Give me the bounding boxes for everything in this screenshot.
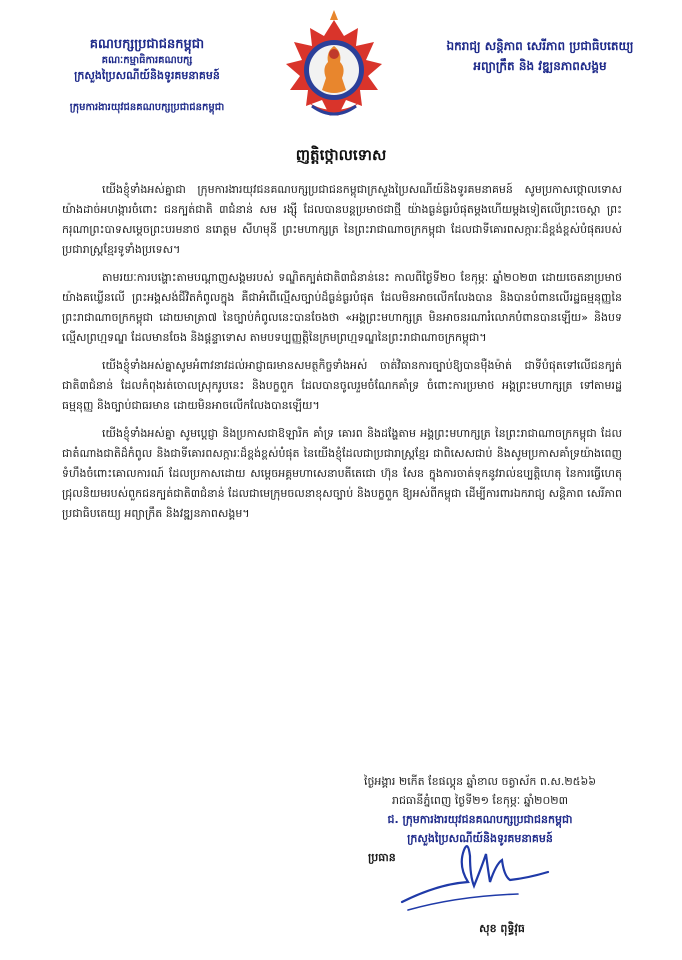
youth-group-name: ក្រុមការងារយុវជនគណបក្សប្រជាជនកម្ពុជា: [69, 102, 225, 113]
signer-role: ប្រធាន: [368, 851, 396, 864]
document-body: [62, 180, 622, 532]
national-motto-line1: ឯករាជ្យ សន្តិភាព សេរីភាព ប្រជាធិបតេយ្យ: [446, 39, 634, 53]
header-right: [430, 36, 650, 76]
paragraph-4: យើងខ្ញុំទាំងអស់គ្នា សូមប្តេជ្ញា និងប្រកាសជាឱឡារិក គាំទ្រ គោរព និងដង្ហែតាម អង្គព្រះមហាក្សត្រ នៃព្រះរាជាណាចក្រកម្ពុជា ដែលជាតំណាងជាតិដ៏កំពូល និងជាទីគោរពសក្ការៈដ៏ខ្ពង់ខ្ពស់បំផុត នៃយើងខ្ញុំដែលជាប្រជារាស្ត្រខ្មែរ ជាពិសេសជាប់ និងសូមប្រកាសគាំទ្រយ៉ាងពេញទំហឹងចំពោះគោលការណ៍ ដែលប្រកាសដោយ សម្តេចអគ្គមហាសេនាបតីតេជោ ហ៊ុន សែន ក្នុងការចាត់ទុកនូវរាល់ឧប្បត្តិហេតុ នៃការធ្វើហេតុជ្រុលនិយមរបស់ពួកជនក្បត់ជាតិ៣ជំនាន់ ដែលជាមេក្រុមចលនាខុសច្បាប់ និងបក្ខពួក ឱ្យអស់ពីកម្ពុជា ដើម្បីការពារឯករាជ្យ សន្តិភាព សេរីភាព ប្រជាធិបតេយ្យ អព្យាក្រឹត និងវឌ្ឍនភាពសង្គម។: [62, 427, 622, 520]
ministry-name: ក្រសួងប្រៃសណីយ៍និងទូរគមនាគមន៍: [74, 69, 220, 82]
solar-date: រាជធានីភ្នំពេញ ថ្ងៃទី២១ ខែកុម្ភៈ ឆ្នាំ២០២៣: [391, 794, 569, 807]
header-left: [52, 36, 242, 115]
signing-org-line2: ក្រសួងប្រៃសណីយ៍និងទូរគមនាគមន៍: [407, 832, 553, 845]
national-motto-line2: អព្យាក្រឹត និង វឌ្ឍនភាពសង្គម: [473, 59, 607, 73]
paragraph-2: តាមរយៈការបង្ហោះតាមបណ្តាញសង្គមរបស់ ទណ្ឌិតក្បត់ជាតិ៣ជំនាន់នេះ កាលពីថ្ងៃទី២០ ខែកុម្ភៈ ឆ្នាំ២០២៣ ដោយចេតនាប្រមាថយ៉ាងគឃ្លើនលើ ព្រះអង្គសង់ជីវិតកំពូលក្នុង គឺជាអំពើល្មើសច្បាប់ដ៏ធ្ងន់ធ្ងរបំផុត ដែលមិនអាចលើកលែងបាន និងបានបំពានលើរដ្ឋធម្មនុញ្ញនៃព្រះរាជាណាចក្រកម្ពុជា ដោយមាត្រា៧ នៃច្បាប់កំពូលនេះបានចែងថា «អង្គព្រះមហាក្សត្រ មិនអាចនរណារំលោភបំពានបានឡើយ» និងបទល្មើសព្រហ្មទណ្ឌ ដែលមានចែង និងផ្តន្ទាទោស តាមបទប្បញ្ញត្តិនៃក្រមព្រហ្មទណ្ឌនៃព្រះរាជាណាចក្រកម្ពុជា។: [62, 271, 622, 344]
party-committee: គណៈកម្មាធិការគណបក្ស: [101, 55, 193, 66]
paragraph-3: យើងខ្ញុំទាំងអស់គ្នាសូមអំពាវនាវដល់អាជ្ញាធរមានសមត្ថកិច្ចទាំងអស់ ចាត់វិធានការច្បាប់ឱ្យបានម៉ឺងម៉ាត់ ជាទីបំផុតទៅលើជនក្បត់ជាតិ៣ជំនាន់ ដែលកំពុងរត់ចោលស្រុករូបនេះ និងបក្ខពួក ដែលបានចូលរួមចំណែកគាំទ្រ ចំពោះការប្រមាថ អង្គព្រះមហាក្សត្រ ទៅតាមរដ្ឋធម្មនុញ្ញ និងច្បាប់ជាធរមាន ដោយមិនអាចលើកលែងបានឡើយ។: [62, 359, 622, 412]
lunar-date: ថ្ងៃអង្គារ ២កើត ខែផល្គុន ឆ្នាំខាល ចត្វាស័ក ព.ស.២៥៦៦: [363, 775, 597, 788]
party-name: គណបក្សប្រជាជនកម្ពុជា: [89, 37, 205, 52]
signing-org-line1: ជ. ក្រុមការងារយុវជនគណបក្សប្រជាជនកម្ពុជា: [387, 813, 573, 826]
handwritten-signature-icon: [398, 836, 578, 916]
document-title: ញត្តិថ្កោលទោស: [295, 146, 387, 164]
party-logo-icon: [278, 6, 390, 134]
signer-name: សុខ ពុទ្ធិវុធ: [479, 922, 525, 935]
paragraph-1: យើងខ្ញុំទាំងអស់គ្នាជា ក្រុមការងារយុវជនគណបក្សប្រជាជនកម្ពុជាក្រសួងប្រៃសណីយ៍និងទូរគមនាគមន៍ សូមប្រកាសថ្កោលទោសយ៉ាងដាច់អហង្ការចំពោះ ជនក្បត់ជាតិ ៣ជំនាន់ សម រង្ស៊ី ដែលបានបន្តប្រមាថជាថ្មី យ៉ាងធ្ងន់ធ្ងរបំផុតម្តងហើយម្តងទៀតលើព្រះចេស្តា ព្រះករុណាព្រះបាទសម្តេចព្រះបរមនាថ នរោត្តម សីហមុនី ព្រះមហាក្សត្រ នៃព្រះរាជាណាចក្រកម្ពុជា ដែលជាទីគោរពសក្ការៈដ៏ខ្ពង់ខ្ពស់បំផុតរបស់ប្រជារាស្ត្រខ្មែរទូទាំងប្រទេស។: [62, 183, 622, 256]
